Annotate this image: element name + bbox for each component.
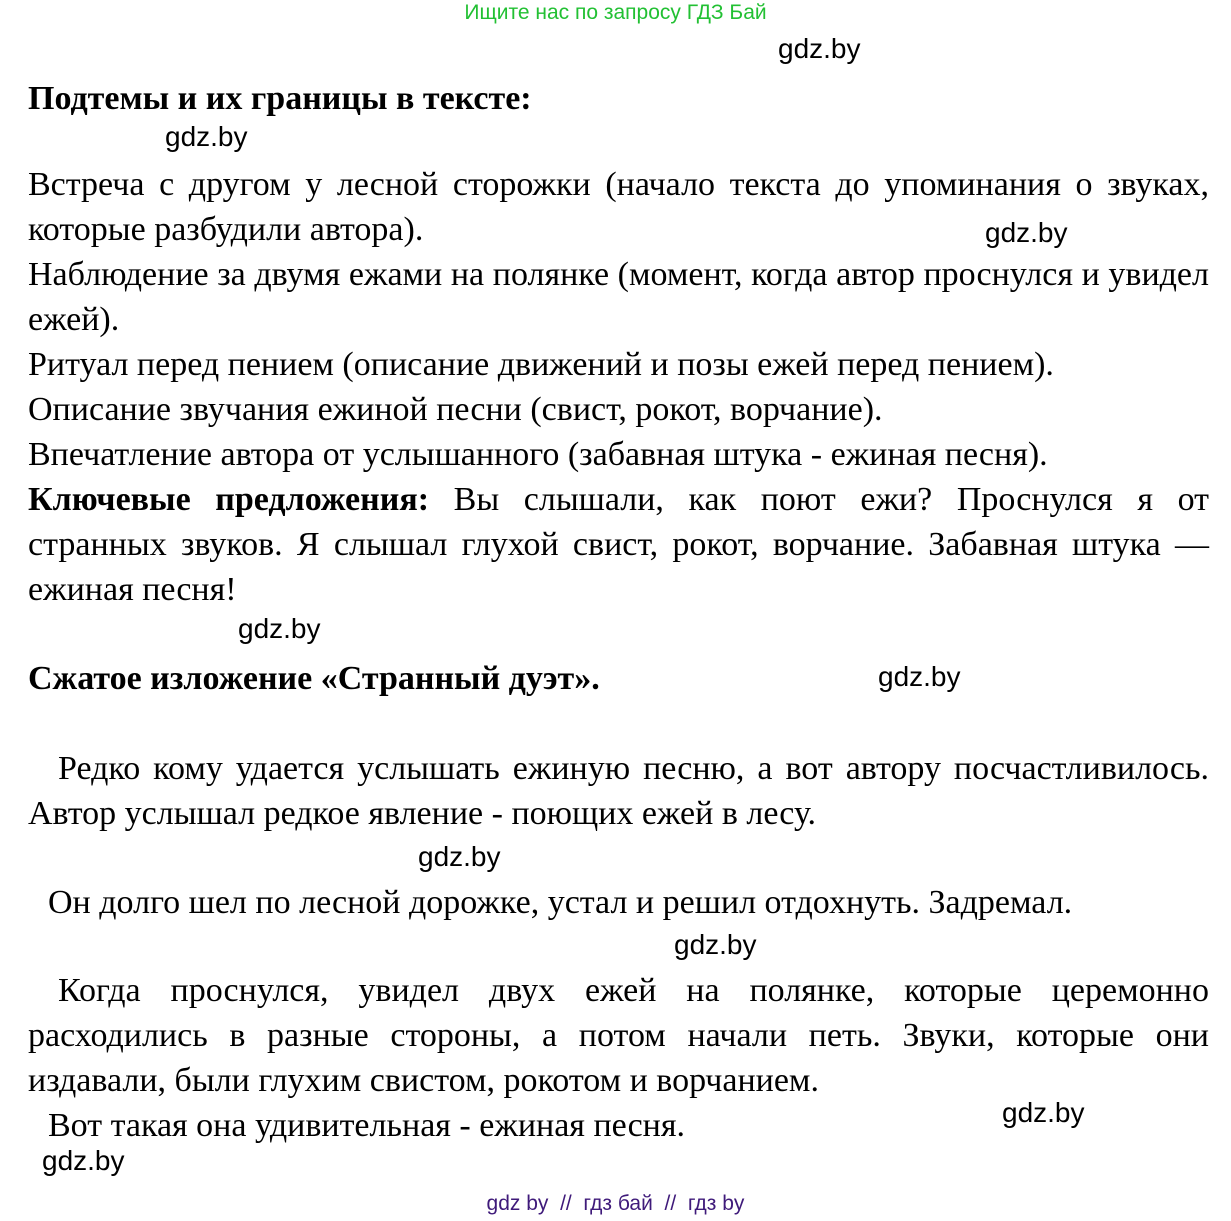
key-label: Ключевые предложения: — [28, 481, 430, 518]
watermark: gdz.by — [418, 841, 501, 872]
summary-paragraph-4: Вот такая она удивительная - ежиная песня. — [48, 1107, 686, 1144]
watermark: gdz.by — [1002, 1097, 1085, 1128]
summary-paragraph-1: Редко кому удается услышать ежиную песню, а вот автору посчастливилось. Автор услышал редкое явление - поющих ежей в лесу. — [28, 750, 1209, 832]
subtopic-1: Встреча с другом у лесной сторожки (начало текста до упоминания о звуках, которые разбудили автора). — [28, 166, 1209, 248]
watermark: gdz.by — [165, 121, 248, 152]
heading-summary: Сжатое изложение «Странный дуэт». — [28, 660, 600, 697]
watermark: gdz.by — [238, 613, 321, 644]
key-text: Вы слышали, как поют ежи? Проснулся я от странных звуков. Я слышал глухой свист, рокот, ворчание. Забавная штука — ежиная песня! — [28, 481, 1209, 608]
subtopic-4: Описание звучания ежиной песни (свист, рокот, ворчание). — [28, 391, 883, 428]
watermark: gdz.by — [674, 929, 757, 960]
key-sentences — [28, 477, 1209, 612]
subtopic-2: Наблюдение за двумя ежами на полянке (момент, когда автор проснулся и увидел ежей). — [28, 256, 1209, 338]
heading-subtopics: Подтемы и их границы в тексте: — [28, 80, 532, 117]
subtopic-5: Впечатление автора от услышанного (забавная штука - ежиная песня). — [28, 436, 1048, 473]
watermark: gdz.by — [778, 33, 861, 64]
watermark: gdz.by — [42, 1145, 125, 1176]
summary-paragraph-3: Когда проснулся, увидел двух ежей на полянке, которые церемонно расходились в разные стороны, а потом начали петь. Звуки, которые они издавали, были глухим свистом, рокотом и ворчанием. — [28, 972, 1209, 1099]
summary-paragraph-2: Он долго шел по лесной дорожке, устал и решил отдохнуть. Задремал. — [48, 884, 1073, 921]
search-banner: Ищите нас по запросу ГДЗ Бай — [464, 1, 767, 24]
footer-links: gdz by // гдз бай // гдз by — [486, 1192, 745, 1215]
watermark: gdz.by — [878, 661, 961, 692]
watermark: gdz.by — [985, 217, 1068, 248]
subtopic-3: Ритуал перед пением (описание движений и позы ежей перед пением). — [28, 346, 1054, 383]
